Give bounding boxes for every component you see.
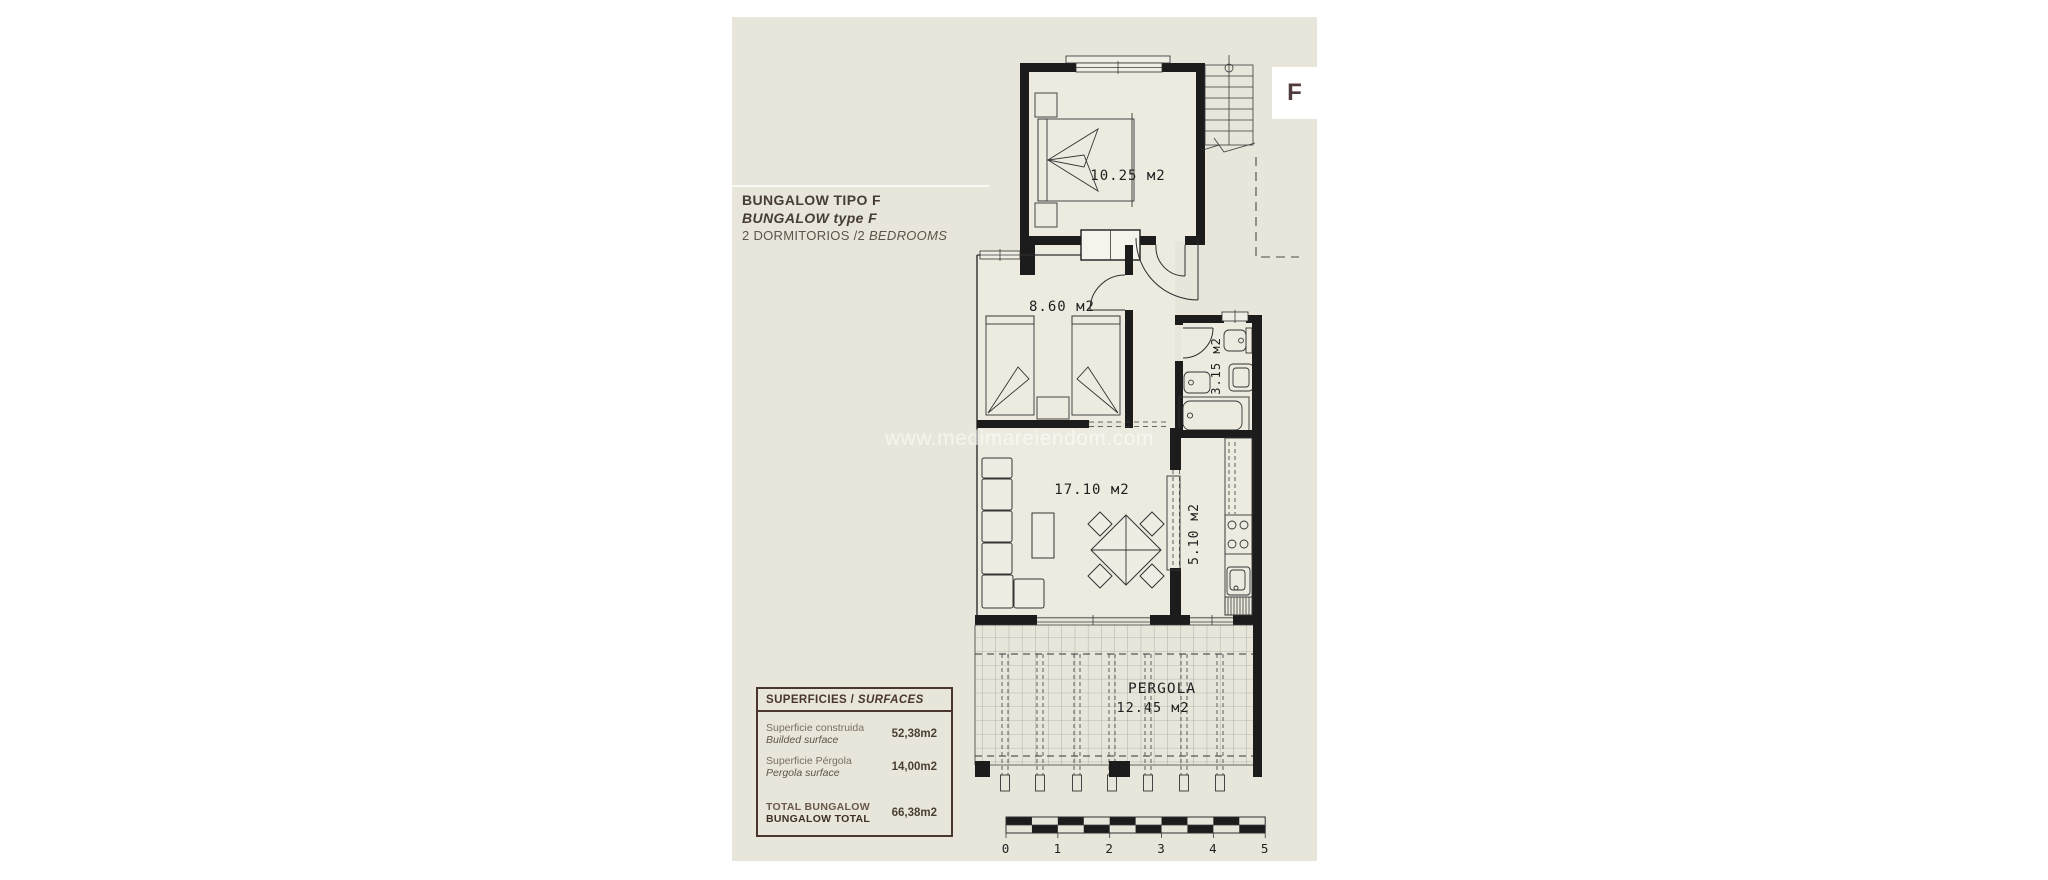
row-labels <box>766 722 864 746</box>
coffee-table-icon <box>1032 513 1054 558</box>
table-total-row <box>766 801 937 825</box>
row-label-en: Pergola surface <box>766 767 840 779</box>
unit-type-badge <box>1272 67 1317 119</box>
title-en: BUNGALOW type F <box>742 210 878 226</box>
row-label-es: Superficie Pérgola <box>766 755 852 767</box>
scale-label-3: 3 <box>1157 841 1166 856</box>
table-row <box>766 722 937 746</box>
property-line <box>1256 157 1299 257</box>
dining-table-icon <box>1088 512 1164 588</box>
room-label-bedroom2: 8.60 м2 <box>1028 299 1096 315</box>
scale-label-4: 4 <box>1209 841 1218 856</box>
room-label-bedroom1: 10.25 м2 <box>1090 168 1166 184</box>
room-label-pergola-name: PERGOLA <box>1127 681 1197 697</box>
room-label-living: 17.10 м2 <box>1054 482 1130 498</box>
pergola-grid <box>975 625 1253 765</box>
table-row <box>766 755 937 779</box>
wall-column <box>1020 245 1035 275</box>
window-icon <box>1222 310 1248 323</box>
total-label-en: BUNGALOW TOTAL <box>766 813 871 825</box>
window-icon <box>1066 56 1170 74</box>
total-value: 66,38m2 <box>891 807 937 819</box>
total-label-es: TOTAL BUNGALOW <box>766 801 870 813</box>
floorplan-panel <box>732 17 1317 861</box>
surfaces-table-header <box>758 689 951 712</box>
subtitle-italic: BEDROOMS <box>868 228 948 243</box>
total-labels <box>766 801 870 825</box>
scale-label-5: 5 <box>1260 841 1270 856</box>
scale-bar <box>1002 817 1270 856</box>
unit-type-letter: F <box>1287 79 1302 106</box>
title-es: BUNGALOW TIPO F <box>742 192 881 208</box>
row-label-en: Builded surface <box>766 734 839 746</box>
subtitle-regular: 2 DORMITORIOS /2 <box>742 228 869 243</box>
title-block <box>742 191 947 245</box>
subtitle <box>742 227 947 245</box>
surfaces-table <box>756 687 953 837</box>
scale-label-1: 1 <box>1053 841 1063 856</box>
window-icon <box>980 249 1020 261</box>
divider-line <box>732 185 989 187</box>
surfaces-table-body <box>758 712 951 835</box>
row-value: 52,38m2 <box>891 728 937 740</box>
watermark: www.medimareiendom.com <box>885 427 1154 450</box>
surfaces-header-en: SURFACES <box>857 694 924 706</box>
surfaces-header-es: SUPERFICIES / <box>766 694 858 706</box>
room-label-kitchen: 5.10 м2 <box>1187 503 1202 565</box>
scale-label-2: 2 <box>1105 841 1114 856</box>
room-label-bathroom: 3.15 м2 <box>1209 337 1223 395</box>
sliding-door-icon <box>1037 615 1233 625</box>
room-label-pergola-area: 12.45 м2 <box>1116 700 1190 716</box>
row-labels <box>766 755 852 779</box>
scale-label-0: 0 <box>1001 841 1011 856</box>
pergola <box>975 625 1262 791</box>
row-label-es: Superficie construida <box>766 722 865 734</box>
row-value: 14,00m2 <box>891 761 937 773</box>
stairs-icon <box>1203 55 1255 152</box>
